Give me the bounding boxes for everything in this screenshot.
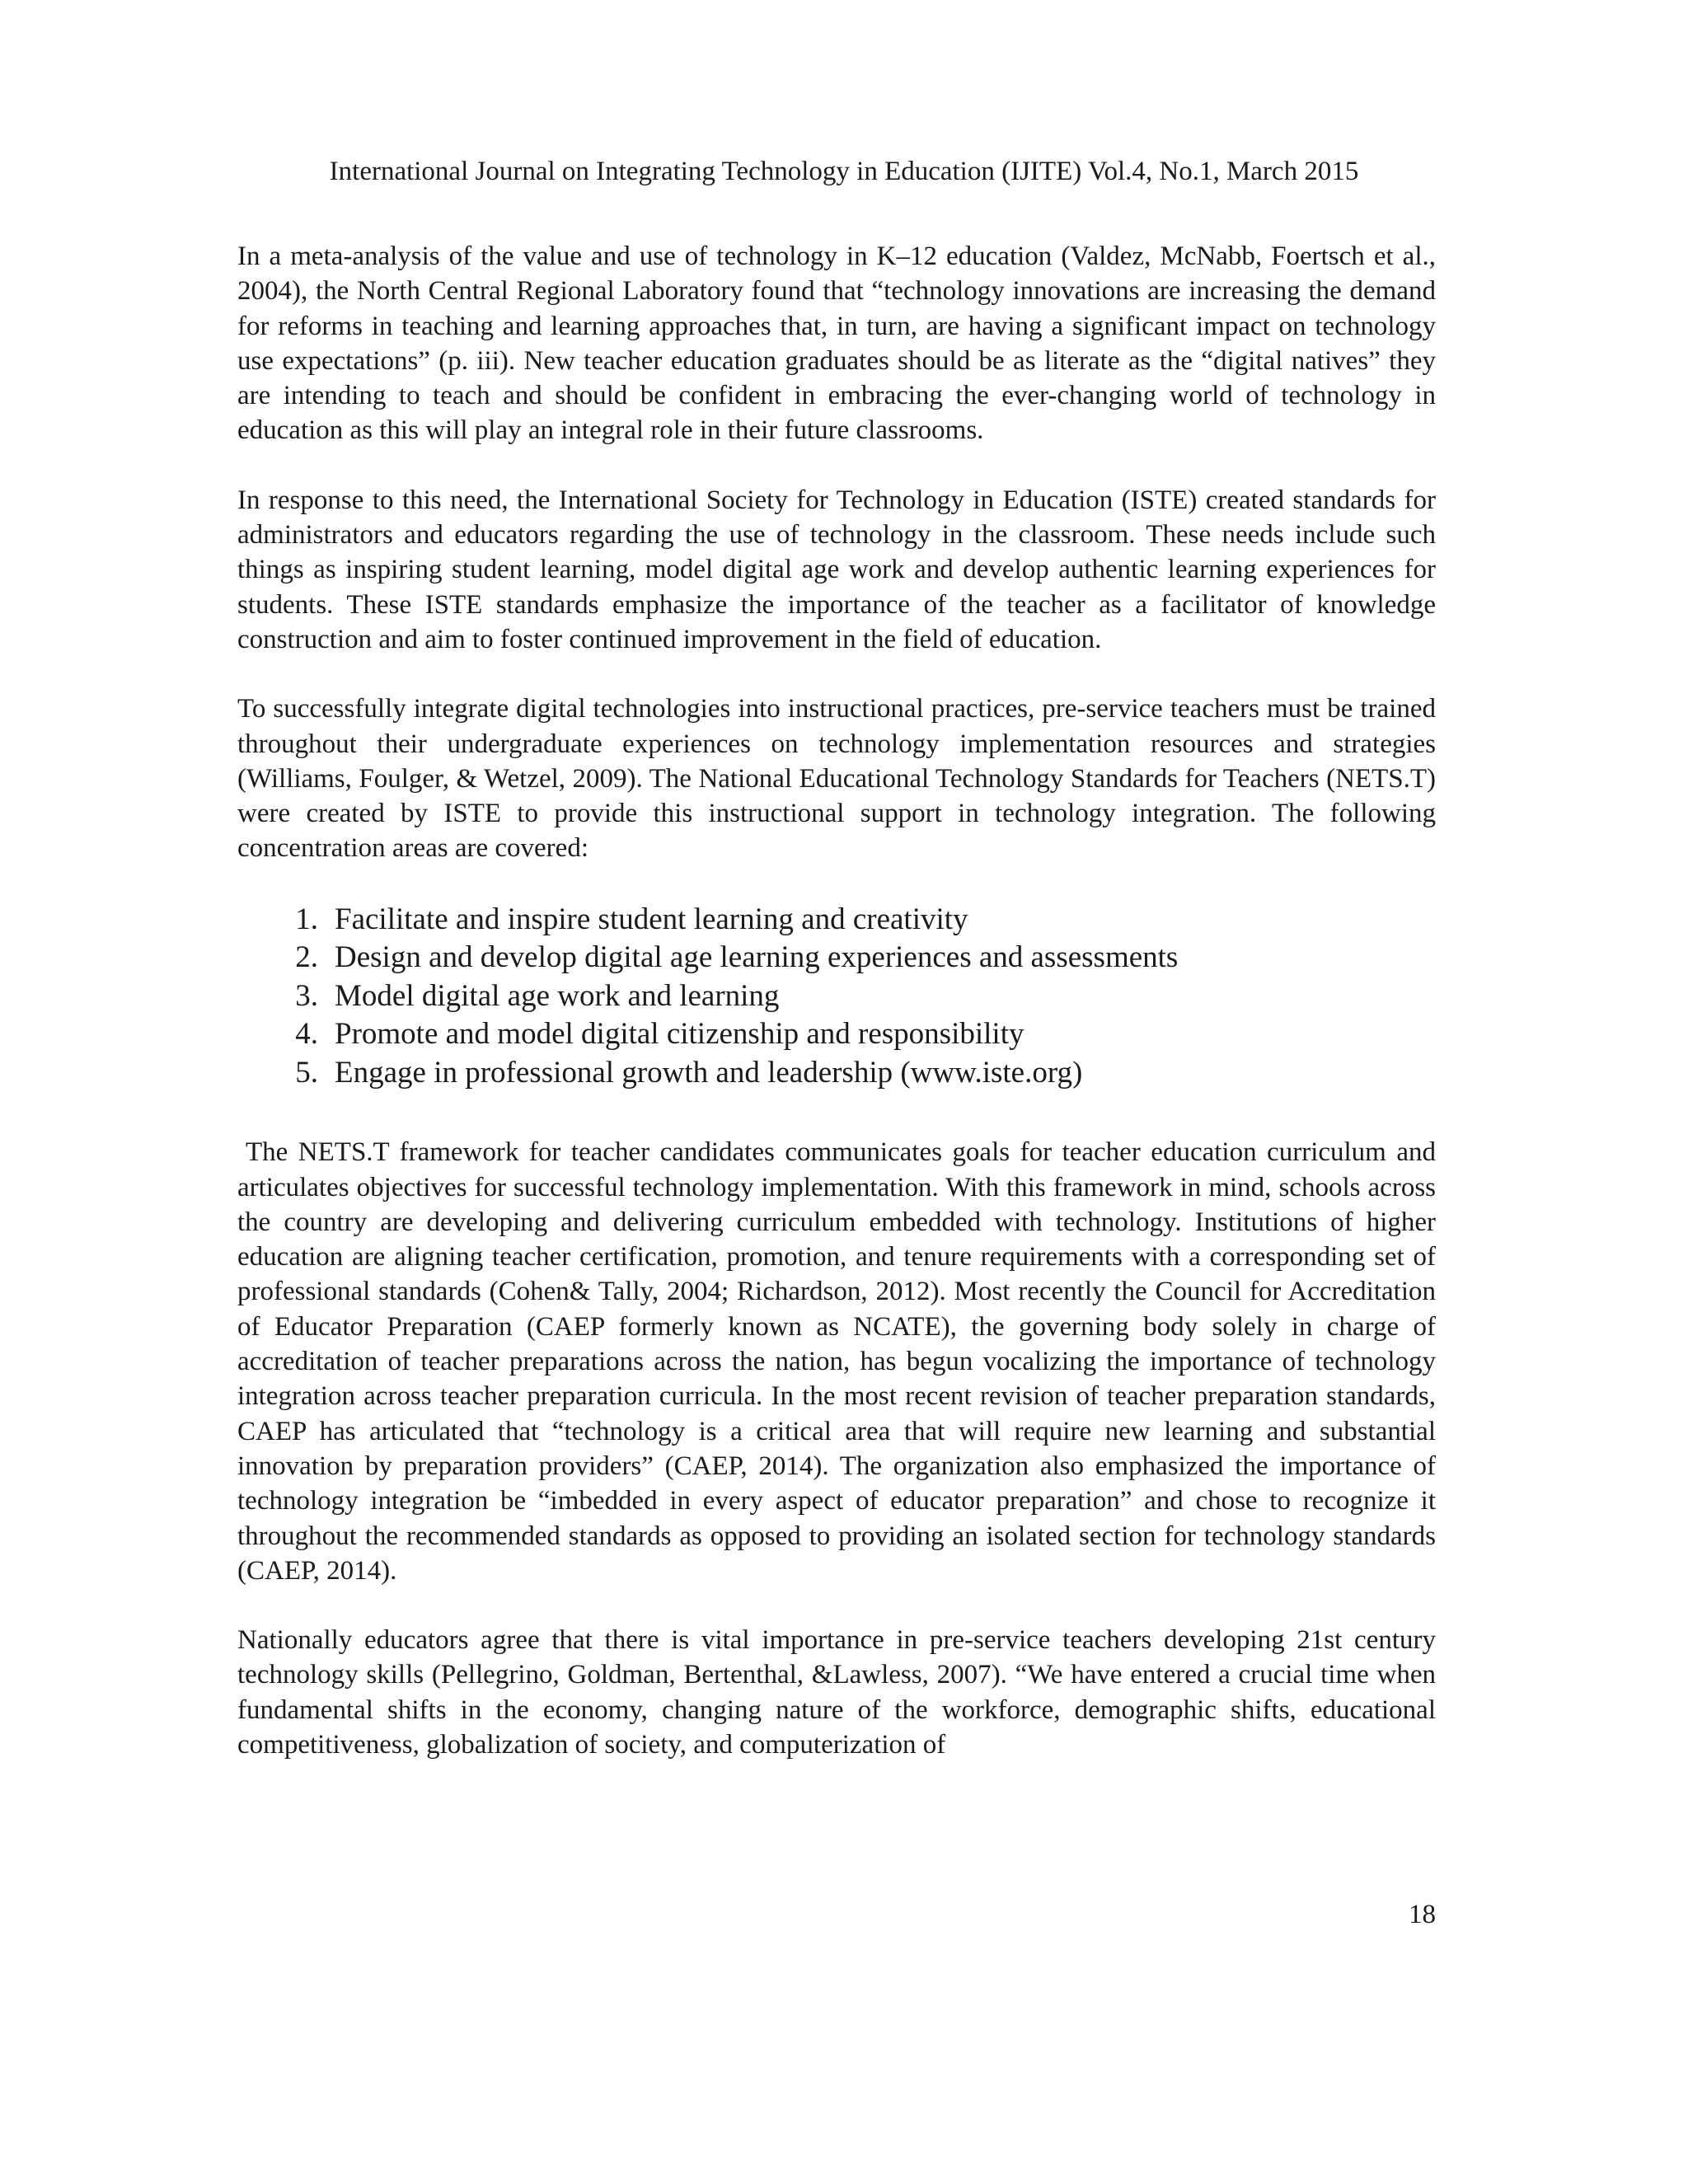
running-header: International Journal on Integrating Technology in Education (IJITE) Vol.4, No.1, March 2015 — [329, 157, 1359, 186]
list-item — [237, 1015, 1436, 1054]
list-item-text: Facilitate and inspire student learning and creativity — [335, 902, 968, 936]
paragraph-national-educators: Nationally educators agree that there is vital importance in pre-service teachers developing 21st century technology skills (Pellegrino, Goldman, Bertenthal, &Lawless, 2007). “We have entered a crucial time when fundamental shifts in the economy, changing nature of the workforce, demographic shifts, educational competitiveness, globalization of society, and computerization of — [237, 1625, 1436, 1760]
list-item-number: 5. — [295, 1055, 318, 1090]
paragraph-nets-framework: The NETS.T framework for teacher candidates communicates goals for teacher education curriculum and articulates objectives for successful technology implementation. With this framework in mind, schools across the country are developing and delivering curriculum embedded with technology. Institutions of higher education are aligning teacher certification, promotion, and tenure requirements with a corresponding set of professional standards (Cohen& Tally, 2004; Richardson, 2012). Most recently the Council for Accreditation of Educator Preparation (CAEP formerly known as NCATE), the governing body solely in charge of accreditation of teacher preparations across the nation, has begun vocalizing the importance of technology integration across teacher preparation curricula. In the most recent revision of teacher preparation standards, CAEP has articulated that “technology is a critical area that will require new learning and substantial innovation by preparation providers” (CAEP, 2014). The organization also emphasized the importance of technology integration be “imbedded in every aspect of educator preparation” and chose to recognize it throughout the recommended standards as opposed to providing an isolated section for technology standards (CAEP, 2014). — [237, 1137, 1436, 1586]
list-item — [237, 939, 1436, 977]
list-item — [237, 901, 1436, 940]
list-item — [237, 977, 1436, 1016]
paragraph-integration-training: To successfully integrate digital technologies into instructional practices, pre-service teachers must be trained throughout their undergraduate experiences on technology implementation resources and strategies (Williams, Foulger, & Wetzel, 2009). The National Educational Technology Standards for Teachers (NETS.T) were created by ISTE to provide this instructional support in technology integration. The following concentration areas are covered: — [237, 694, 1436, 864]
list-item-text: Model digital age work and learning — [335, 978, 780, 1013]
article-body — [237, 239, 1436, 1797]
list-item-number: 1. — [295, 902, 318, 936]
list-item-number: 4. — [295, 1017, 318, 1052]
paragraph-iste-response: In response to this need, the International Society for Technology in Education (ISTE) created standards for administrators and educators regarding the use of technology in the classroom. These needs include such things as inspiring student learning, model digital age work and develop authentic learning experiences for students. These ISTE standards emphasize the importance of the teacher as a facilitator of knowledge construction and aim to foster continued improvement in the field of education. — [237, 485, 1436, 654]
list-item-text: Engage in professional growth and leadership (www.iste.org) — [335, 1055, 1083, 1090]
page-number: 18 — [1409, 1900, 1436, 1929]
list-item-number: 3. — [295, 978, 318, 1013]
concentration-areas-list — [237, 901, 1436, 1093]
list-item-text: Promote and model digital citizenship and responsibility — [335, 1017, 1025, 1052]
paragraph-meta-analysis: In a meta-analysis of the value and use of technology in K–12 education (Valdez, McNabb, Foertsch et al., 2004), the North Central Regional Laboratory found that “technology innovations are increasing the demand for reforms in teaching and learning approaches that, in turn, are having a significant impact on technology use expectations” (p. iii). New teacher education graduates should be as literate as the “digital natives” they are intending to teach and should be confident in embracing the ever-changing world of technology in education as this will play an integral role in their future classrooms. — [237, 241, 1436, 446]
list-item — [237, 1054, 1436, 1093]
list-item-text: Design and develop digital age learning experiences and assessments — [335, 940, 1179, 975]
list-item-number: 2. — [295, 940, 318, 975]
